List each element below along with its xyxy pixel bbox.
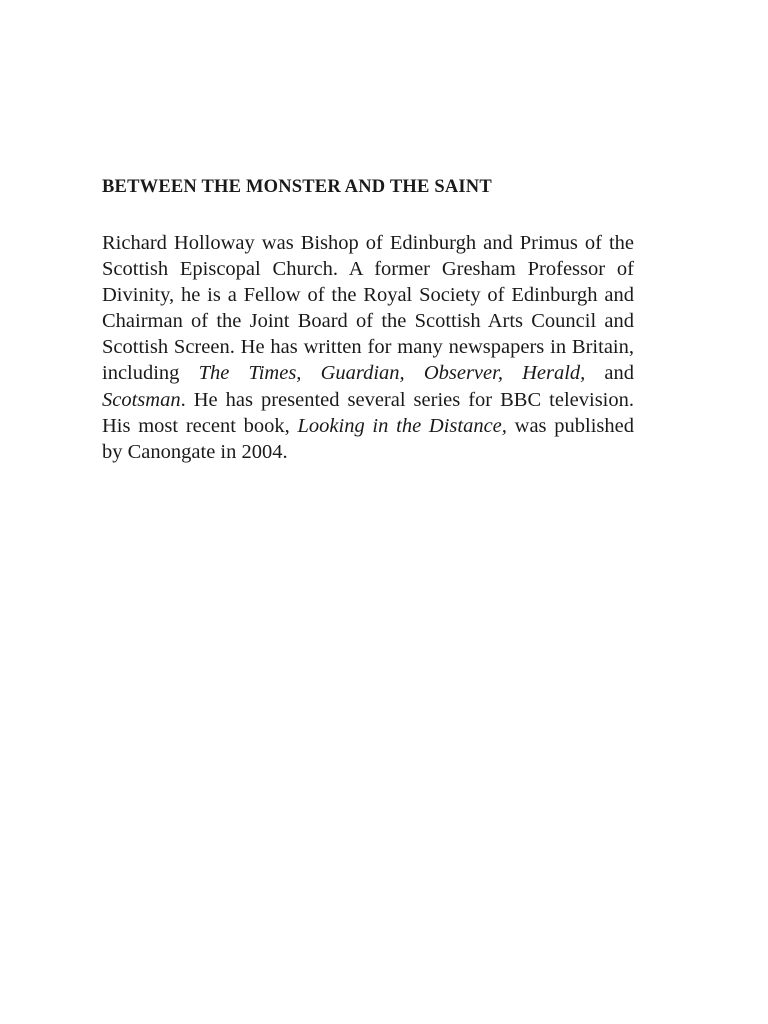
- bio-separator: and: [585, 362, 635, 385]
- recent-book-title: Looking in the Distance,: [297, 414, 507, 437]
- publication-herald: Herald,: [522, 362, 586, 385]
- bio-text-2: . He has presented several series for BBC television. His most recent book,: [102, 388, 634, 437]
- publication-scotsman: Scotsman: [102, 388, 181, 411]
- book-title-heading: BETWEEN THE MONSTER AND THE SAINT: [102, 177, 492, 197]
- bio-separator: [405, 362, 424, 384]
- author-bio-paragraph: [102, 230, 634, 465]
- bio-text-1: Richard Holloway was Bishop of Edinburgh and Primus of the Scottish Episcopal Church. A former Gresham Professor of Divinity, he is a Fellow of the Royal Society of Edinburgh and Chairman of the Joint Board of the Scottish Arts Council and Scottish Screen. He has written for many newspapers in Britain, including: [102, 232, 634, 385]
- publication-the-times: The Times,: [198, 362, 302, 385]
- bio-separator: [503, 362, 522, 384]
- bio-text-3: was published by Canongate in 2004.: [102, 414, 634, 463]
- publication-observer: Observer,: [423, 362, 503, 385]
- page: [102, 176, 634, 465]
- bio-separator: [301, 362, 320, 384]
- publication-guardian: Guardian,: [320, 362, 405, 385]
